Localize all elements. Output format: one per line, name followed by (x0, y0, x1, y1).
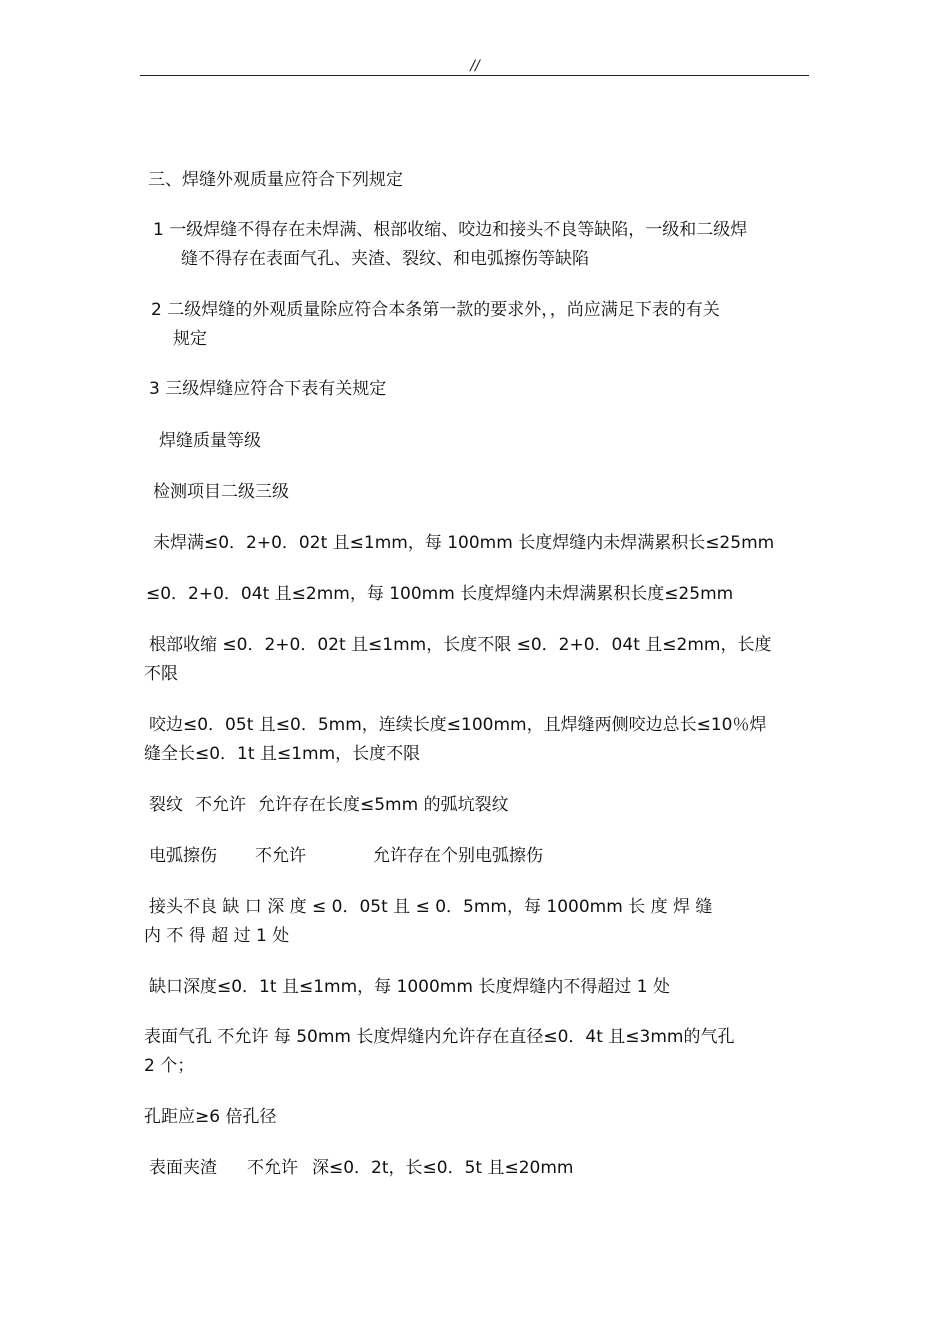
row-joint-line-1: 接头不良 缺 口 深 度 ≤ 0．05t 且 ≤ 0．5mm，每 1000mm 长 度 焊 缝 (149, 897, 713, 917)
clause-1-line-1: 1 一级焊缝不得存在未焊满、根部收缩、咬边和接头不良等缺陷，一级和二级焊 (153, 220, 748, 240)
header-rule (140, 75, 809, 76)
crack-item: 裂纹 (149, 795, 183, 815)
row-porosity-line-1: 表面气孔 不允许 每 50mm 长度焊缝内允许存在直径≤0．4t 且≤3mm的气孔 (144, 1027, 735, 1047)
slag-grade2: 不允许 (247, 1158, 298, 1178)
row-undercut-line-1: 咬边≤0．05t 且≤0．5mm，连续长度≤100mm，且焊缝两侧咬边总长≤10％焊 (149, 715, 767, 735)
row-root-shrink-line-2: 不限 (144, 664, 178, 684)
slag-grade3: 深≤0．2t，长≤0．5t 且≤20mm (312, 1158, 574, 1178)
row-crack (149, 791, 509, 820)
row-slag (149, 1154, 573, 1183)
clause-3: 3 三级焊缝应符合下表有关规定 (149, 379, 387, 399)
section-heading: 三、焊缝外观质量应符合下列规定 (148, 170, 403, 190)
table-title: 焊缝质量等级 (159, 431, 261, 451)
row-undercut-line-2: 缝全长≤0．1t 且≤1mm，长度不限 (144, 744, 421, 764)
arc-strike-grade3: 允许存在个别电弧擦伤 (373, 846, 543, 866)
slag-item: 表面夹渣 (149, 1158, 217, 1178)
row-underfill-grade2: 未焊满≤0．2+0．02t 且≤1mm，每 100mm 长度焊缝内未焊满累积长≤25mm (153, 533, 775, 553)
arc-strike-grade2: 不允许 (255, 846, 306, 866)
crack-grade3: 允许存在长度≤5mm 的弧坑裂纹 (258, 795, 509, 815)
clause-2-line-2: 规定 (173, 329, 207, 349)
table-header: 检测项目二级三级 (153, 482, 289, 502)
row-joint-line-2: 内 不 得 超 过 1 处 (144, 926, 290, 946)
clause-2-line-1: 2 二级焊缝的外观质量除应符合本条第一款的要求外，，尚应满足下表的有关 (151, 300, 720, 320)
arc-strike-item: 电弧擦伤 (149, 846, 217, 866)
row-pore-spacing: 孔距应≥6 倍孔径 (144, 1107, 277, 1127)
row-underfill-grade3: ≤0．2+0．04t 且≤2mm，每 100mm 长度焊缝内未焊满累积长度≤25mm (146, 584, 734, 604)
clause-1-line-2: 缝不得存在表面气孔、夹渣、裂纹、和电弧擦伤等缺陷 (181, 249, 589, 269)
crack-grade2: 不允许 (195, 795, 246, 815)
row-root-shrink-line-1: 根部收缩 ≤0．2+0．02t 且≤1mm，长度不限 ≤0．2+0．04t 且≤2mm，长度 (149, 635, 772, 655)
row-notch: 缺口深度≤0．1t 且≤1mm，每 1000mm 长度焊缝内不得超过 1 处 (149, 977, 670, 997)
row-arc-strike (149, 842, 543, 871)
row-porosity-line-2: 2 个； (144, 1056, 195, 1076)
header-mark: // (470, 58, 480, 74)
